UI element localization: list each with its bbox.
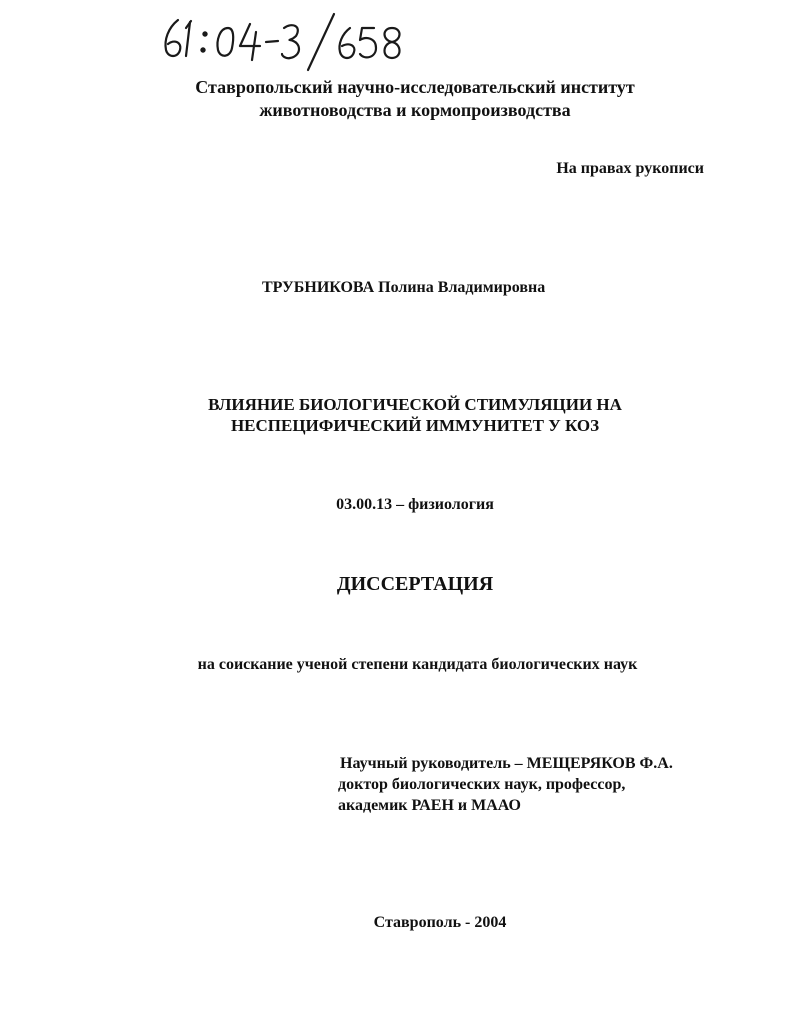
title-line-1: ВЛИЯНИЕ БИОЛОГИЧЕСКОЙ СТИМУЛЯЦИИ НА	[208, 395, 622, 414]
institute-line-1: Ставропольский научно-исследовательский институт	[195, 77, 635, 97]
author-given-names: Полина Владимировна	[378, 279, 546, 296]
supervisor-line-2: доктор биологических наук, профессор,	[338, 776, 626, 793]
supervisor-line-3: академик РАЕН и МААО	[338, 797, 521, 814]
handwritten-signature-icon	[160, 6, 420, 72]
author-name	[262, 277, 545, 299]
title-line-2: НЕСПЕЦИФИЧЕСКИЙ ИММУНИТЕТ У КОЗ	[230, 416, 600, 435]
institute-line-2: животноводства и кормопроизводства	[259, 100, 571, 120]
degree: на соискание ученой степени кандидата биологических наук	[197, 656, 638, 673]
manuscript-rights: На правах рукописи	[556, 160, 704, 177]
specialty: 03.00.13 – физиология	[336, 496, 494, 513]
place-year: Ставрополь - 2004	[373, 914, 507, 931]
author-surname: ТРУБНИКОВА	[262, 279, 375, 296]
handwritten-archive-mark	[160, 6, 420, 72]
supervisor-line-1: Научный руководитель – МЕЩЕРЯКОВ Ф.А.	[340, 755, 673, 772]
archive-mark-text	[160, 6, 161, 7]
document-type: ДИССЕРТАЦИЯ	[336, 573, 494, 595]
